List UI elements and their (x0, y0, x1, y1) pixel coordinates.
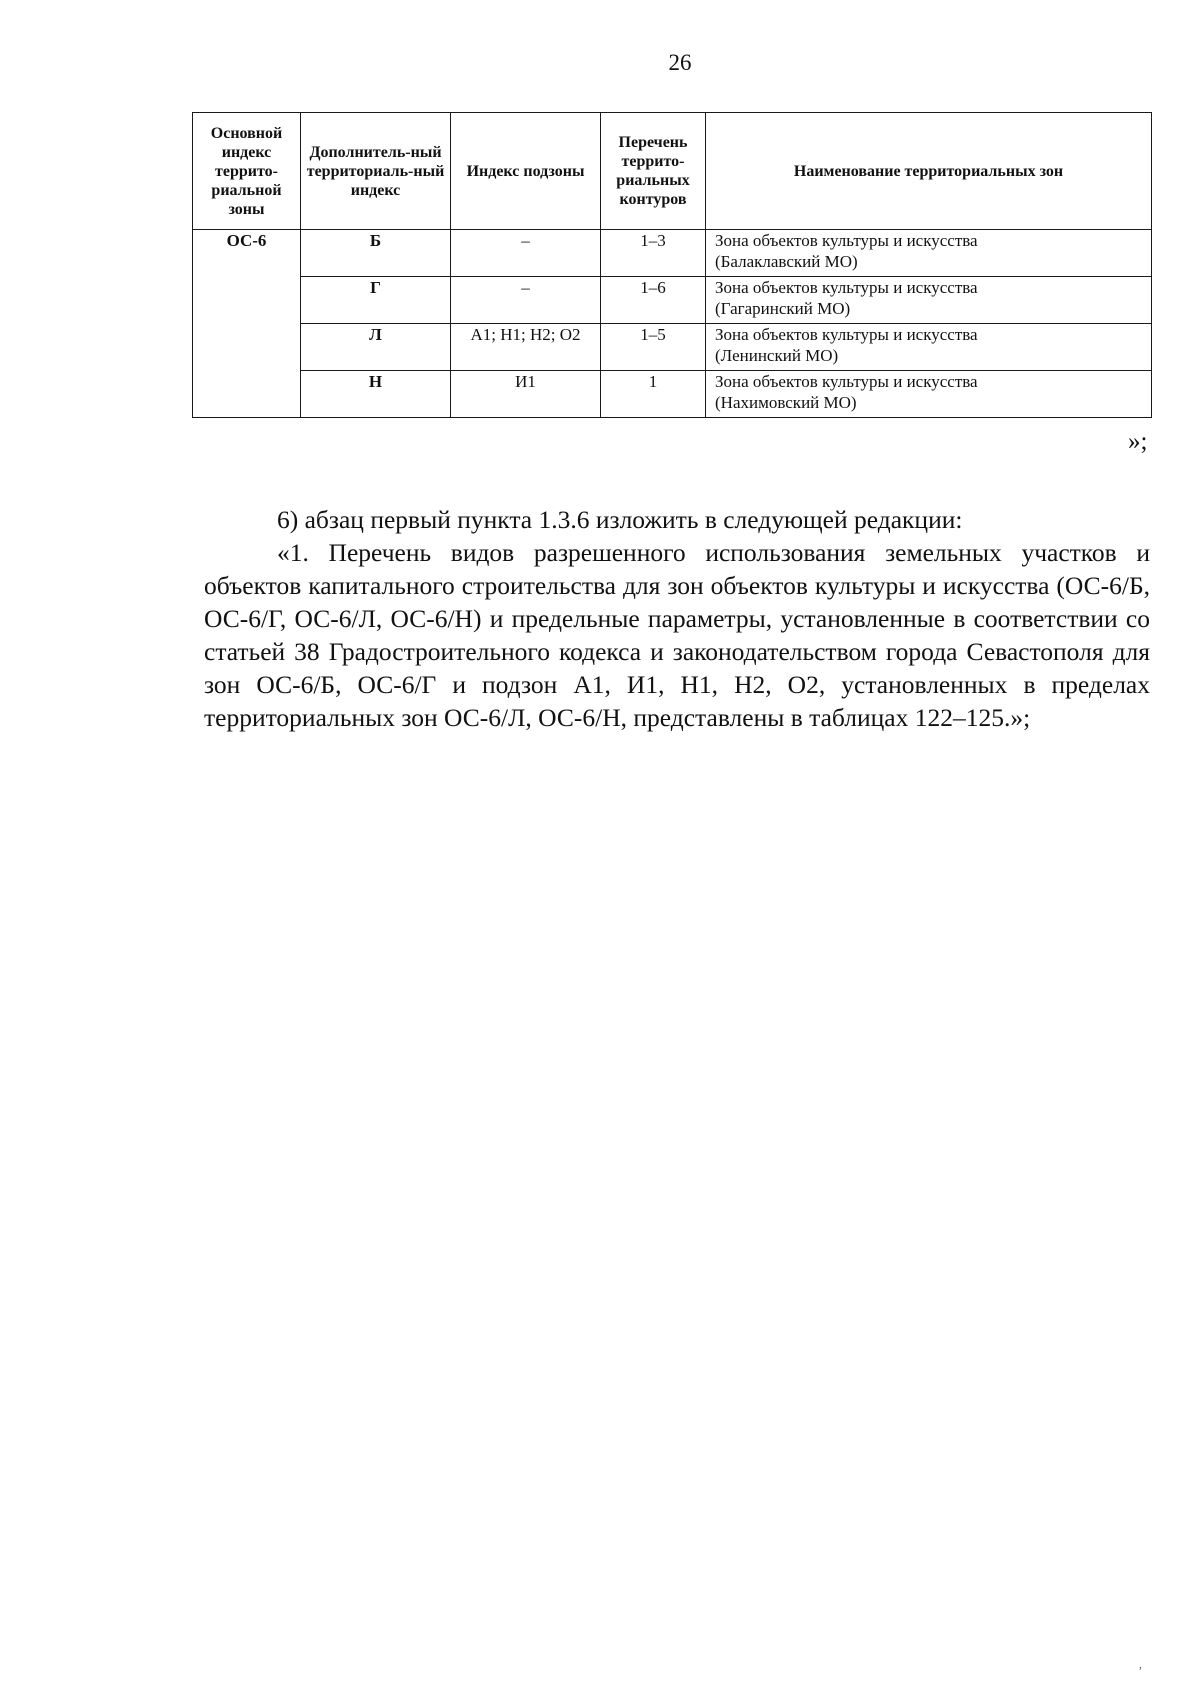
zone-name-cell (706, 324, 1152, 371)
zone-name-line: Зона объектов культуры и искусства (715, 325, 978, 344)
extra-index-cell: Л (301, 324, 451, 371)
table-header-row (193, 113, 1152, 230)
amendment-text (204, 503, 1150, 734)
contours-cell: 1–5 (601, 324, 706, 371)
header-main-index: Основной индекс террито-риальной зоны (193, 113, 301, 230)
extra-index-cell: Н (301, 371, 451, 418)
table-row (193, 371, 1152, 418)
contours-cell: 1–6 (601, 277, 706, 324)
zone-name-district: (Нахимовский МО) (715, 393, 857, 412)
header-subzone-index: Индекс подзоны (451, 113, 601, 230)
subzone-index-cell: – (451, 230, 601, 277)
table-row (193, 230, 1152, 277)
zone-name-cell (706, 277, 1152, 324)
table-row (193, 324, 1152, 371)
zone-name-cell (706, 230, 1152, 277)
main-index-cell: ОС-6 (193, 230, 301, 418)
zone-name-district: (Балаклавский МО) (715, 252, 858, 271)
header-extra-index: Дополнитель-ный территориаль-ный индекс (301, 113, 451, 230)
territorial-zones-table (192, 112, 1152, 418)
page-number: 26 (668, 50, 692, 75)
zone-name-line: Зона объектов культуры и искусства (715, 231, 978, 250)
header-zone-name: Наименование территориальных зон (706, 113, 1152, 230)
header-contours: Перечень террито-риальных контуров (601, 113, 706, 230)
amendment-item: 6) абзац первый пункта 1.3.6 изложить в следующей редакции: (277, 505, 963, 534)
subzone-index-cell: А1; Н1; Н2; О2 (451, 324, 601, 371)
contours-cell: 1–3 (601, 230, 706, 277)
subzone-index-cell: – (451, 277, 601, 324)
zone-name-line: Зона объектов культуры и искусства (715, 278, 978, 297)
zone-name-line: Зона объектов культуры и искусства (715, 372, 978, 391)
extra-index-cell: Г (301, 277, 451, 324)
extra-index-cell: Б (301, 230, 451, 277)
amendment-paragraph: «1. Перечень видов разрешенного использования земельных участков и объектов капитального строительства для зон объектов культуры и искусства (ОС-6/Б, ОС-6/Г, ОС-6/Л, ОС-6/Н) и предельные параметры, установленные в соответствии со статьей 38 Градостроительного кодекса и законодательством города Севастополя для зон ОС-6/Б, ОС-6/Г и подзон А1, И1, Н1, Н2, О2, установленных в пределах территориальных зон ОС-6/Л, ОС-6/Н, представлены в таблицах 122–125.»; (204, 538, 1150, 732)
scan-speck: , (1139, 1657, 1142, 1671)
zone-name-district: (Гагаринский МО) (715, 299, 851, 318)
zone-name-district: (Ленинский МО) (715, 346, 839, 365)
zone-name-cell (706, 371, 1152, 418)
table-row (193, 277, 1152, 324)
closing-quote-mark: »; (1128, 428, 1148, 455)
contours-cell: 1 (601, 371, 706, 418)
subzone-index-cell: И1 (451, 371, 601, 418)
